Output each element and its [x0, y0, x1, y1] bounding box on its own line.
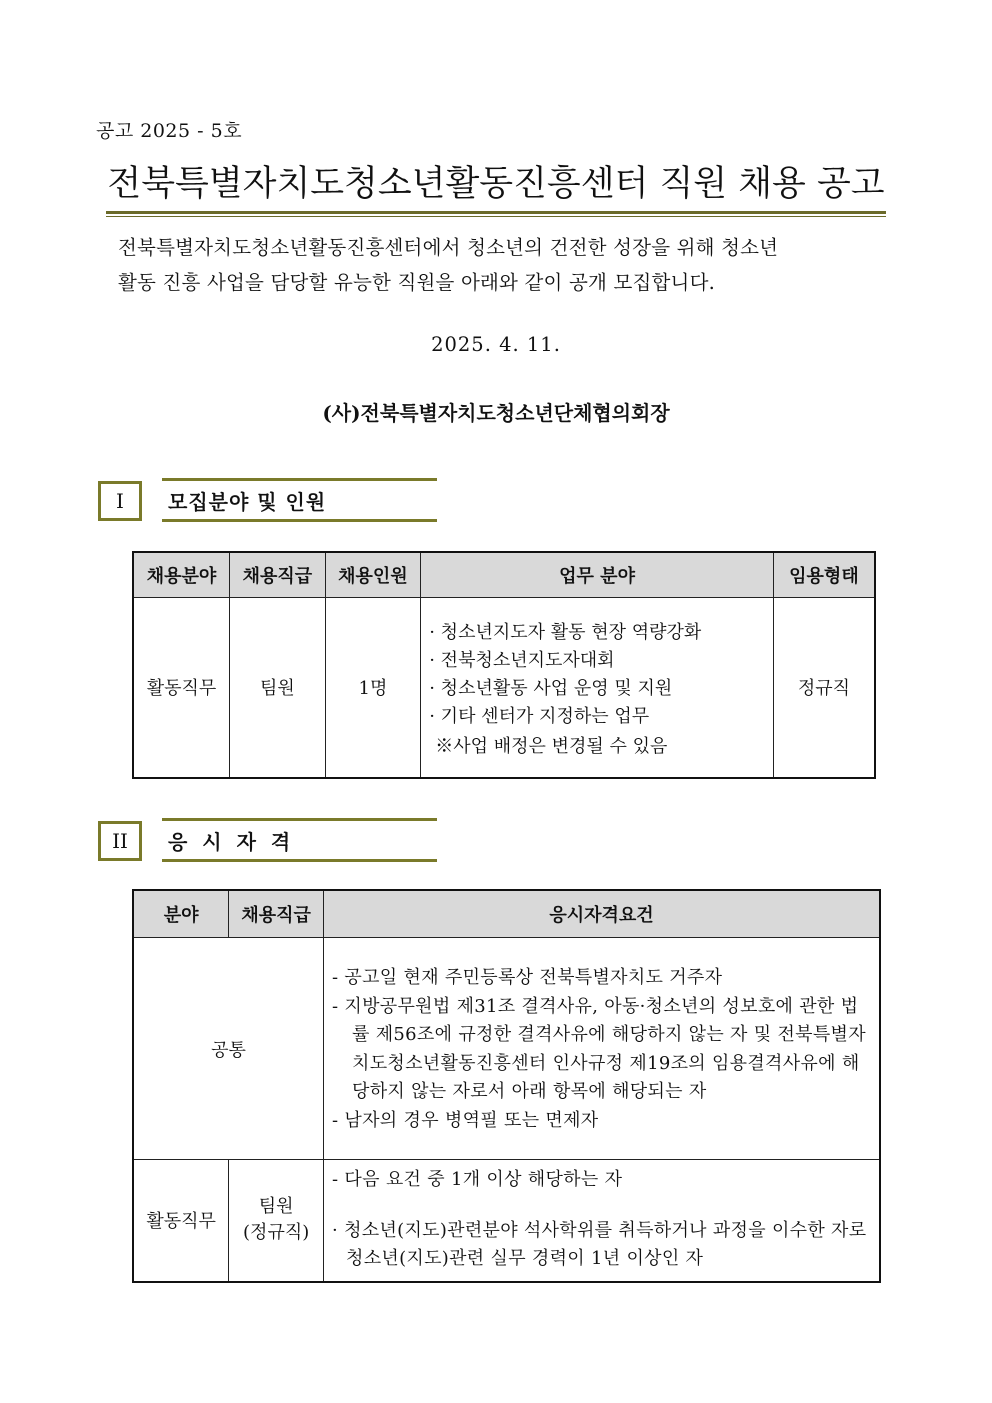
header-cell: 채용직급	[230, 552, 326, 598]
table-row	[133, 598, 875, 778]
grade-line: (정규직)	[243, 1222, 310, 1244]
activity-grade-cell	[229, 1160, 324, 1282]
notice-date: 2025. 4. 11.	[431, 333, 561, 356]
header-cell: 업무 분야	[421, 552, 774, 598]
header-cell: 채용분야	[133, 552, 230, 598]
section2-title: 응 시 자 격	[162, 818, 437, 862]
table-row	[133, 938, 880, 1160]
requirement-item: - 공고일 현재 주민등록상 전북특별자치도 거주자	[332, 967, 723, 988]
requirement-item: · 청소년(지도)관련분야 석사학위를 취득하거나 과정을 이수한 자로 청소년(지도)관련 실무 경력이 1년 이상인 자	[332, 1219, 867, 1269]
table-header-row	[133, 552, 875, 598]
common-label-cell: 공통	[133, 938, 324, 1160]
requirement-item: - 지방공무원법 제31조 결격사유, 아동·청소년의 성보호에 관한 법률 제56조에 규정한 결격사유에 해당하지 않는 자 및 전북특별자치도청소년활동진흥센터 인사규정 제19조의 임용결격사유에 해당하지 않는 자로서 아래 항목에 해당되는 자	[332, 995, 866, 1102]
common-requirements-cell	[324, 938, 880, 1160]
header-cell: 분야	[133, 890, 229, 938]
header-cell: 채용인원	[325, 552, 421, 598]
page-title: 전북특별자치도청소년활동진흥센터 직원 채용 공고	[107, 164, 885, 204]
type-cell: 정규직	[773, 598, 875, 778]
section1-title: 모집분야 및 인원	[162, 478, 437, 522]
section2-number: II	[98, 821, 142, 861]
title-divider-thin	[106, 216, 886, 217]
count-cell: 1명	[325, 598, 421, 778]
notice-number: 공고 2025 - 5호	[96, 120, 243, 142]
header-cell: 채용직급	[229, 890, 324, 938]
duty-item: · 청소년활동 사업 운영 및 지원	[429, 678, 673, 700]
organization-name: (사)전북특별자치도청소년단체협의회장	[322, 401, 670, 425]
grade-line: 팀원	[258, 1196, 294, 1218]
requirement-lead: - 다음 요건 중 1개 이상 해당하는 자	[332, 1169, 623, 1190]
requirement-item: - 남자의 경우 병역필 또는 면제자	[332, 1109, 599, 1131]
qualification-table	[132, 889, 881, 1283]
intro-paragraph	[118, 230, 888, 300]
header-cell: 임용형태	[773, 552, 875, 598]
activity-requirements-cell	[324, 1160, 880, 1282]
field-cell: 활동직무	[133, 598, 230, 778]
grade-cell: 팀원	[230, 598, 326, 778]
duty-item: · 청소년지도자 활동 현장 역량강화	[429, 622, 702, 644]
duties-cell	[421, 598, 774, 778]
header-cell: 응시자격요건	[324, 890, 880, 938]
intro-line: 전북특별자치도청소년활동진흥센터에서 청소년의 건전한 성장을 위해 청소년	[118, 236, 779, 259]
activity-field-cell: 활동직무	[133, 1160, 229, 1282]
recruitment-table	[132, 551, 876, 779]
table-header-row	[133, 890, 880, 938]
duty-item: · 전북청소년지도자대회	[429, 650, 615, 672]
duty-item: · 기타 센터가 지정하는 업무	[429, 706, 650, 728]
intro-line: 활동 진흥 사업을 담당할 유능한 직원을 아래와 같이 공개 모집합니다.	[118, 271, 716, 294]
section1-number: I	[98, 481, 142, 521]
title-divider	[106, 211, 886, 214]
table-row	[133, 1160, 880, 1282]
duty-note: ※사업 배정은 변경될 수 있음	[435, 736, 668, 758]
